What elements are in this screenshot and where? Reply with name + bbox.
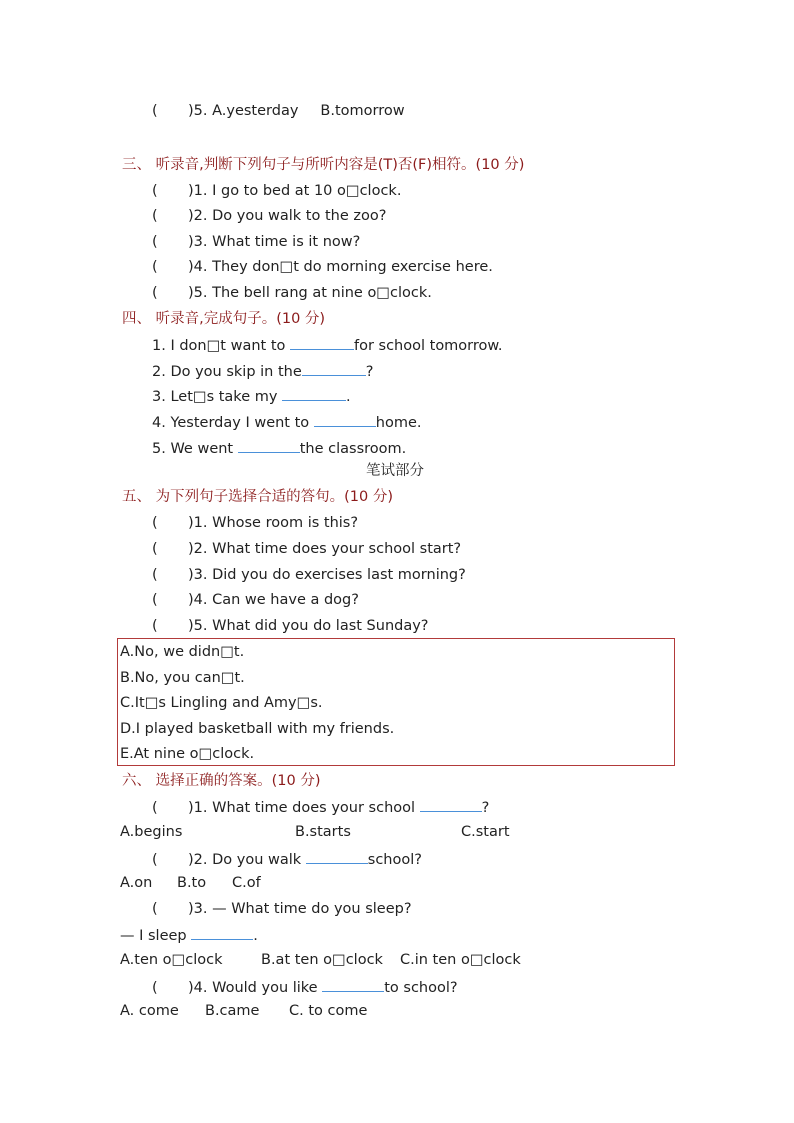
question-row xyxy=(152,566,466,584)
option-b: B.to xyxy=(177,875,207,891)
question-row xyxy=(152,233,360,251)
question-row xyxy=(152,102,405,120)
sentence-end: for school tomorrow. xyxy=(353,338,503,354)
option-a: A.on xyxy=(120,875,153,891)
answer-blank[interactable] xyxy=(306,849,368,864)
question-text: )5. A.yesterday xyxy=(188,103,299,119)
answer-blank[interactable] xyxy=(282,386,346,401)
answer-option: D.I played basketball with my friends. xyxy=(120,721,395,737)
option-c: C.start xyxy=(461,824,510,840)
question-row xyxy=(152,797,489,817)
answer-paren: ( xyxy=(152,234,158,250)
sentence-end: ? xyxy=(365,364,374,380)
question-text: )1. What time does your school xyxy=(188,800,416,816)
question-row xyxy=(152,258,493,276)
reply-start: — I sleep xyxy=(120,928,187,944)
answer-blank[interactable] xyxy=(322,977,384,992)
answer-blank[interactable] xyxy=(238,438,300,453)
question-text: )1. I go to bed at 10 o□clock. xyxy=(188,183,402,199)
answer-paren: ( xyxy=(152,285,158,301)
answer-paren: ( xyxy=(152,208,158,224)
question-row xyxy=(152,540,461,558)
question-text: )4. Can we have a dog? xyxy=(188,592,359,608)
sentence-end: . xyxy=(346,389,351,405)
question-text: )3. What time is it now? xyxy=(188,234,361,250)
answer-paren: ( xyxy=(152,901,158,917)
question-row xyxy=(152,514,358,532)
option-c: C.of xyxy=(232,875,261,891)
question-row xyxy=(152,617,429,635)
question-row xyxy=(152,977,458,997)
question-end: to school? xyxy=(384,980,458,996)
sentence-start: 3. Let□s take my xyxy=(152,389,278,405)
question-text: )3. — What time do you sleep? xyxy=(188,901,412,917)
answer-paren: ( xyxy=(152,515,158,531)
reply-row xyxy=(120,925,258,945)
question-text: )1. Whose room is this? xyxy=(188,515,359,531)
option-b: B.came xyxy=(205,1003,260,1019)
section-3-title: 三、 听录音,判断下列句子与所听内容是(T)否(F)相符。(10 分) xyxy=(122,157,525,173)
fill-in-row xyxy=(152,361,373,381)
answer-paren: ( xyxy=(152,259,158,275)
option-b: B.tomorrow xyxy=(320,103,405,119)
answer-blank[interactable] xyxy=(302,361,366,376)
option-b: B.at ten o□clock xyxy=(261,952,383,968)
answer-option: A.No, we didn□t. xyxy=(120,644,245,660)
answer-option: C.It□s Lingling and Amy□s. xyxy=(120,695,323,711)
option-c: C. to come xyxy=(289,1003,368,1019)
question-end: school? xyxy=(367,852,422,868)
answer-blank[interactable] xyxy=(290,335,354,350)
answer-option: E.At nine o□clock. xyxy=(120,746,255,762)
answer-paren: ( xyxy=(152,800,158,816)
sentence-end: home. xyxy=(375,415,422,431)
answer-paren: ( xyxy=(152,980,158,996)
option-c: C.in ten o□clock xyxy=(400,952,521,968)
question-row xyxy=(152,182,401,200)
option-a: A.ten o□clock xyxy=(120,952,223,968)
option-a: A.begins xyxy=(120,824,183,840)
section-4-title: 四、 听录音,完成句子。(10 分) xyxy=(122,311,326,327)
section-6-title: 六、 选择正确的答案。(10 分) xyxy=(122,773,321,789)
option-a: A. come xyxy=(120,1003,179,1019)
option-b: B.starts xyxy=(295,824,351,840)
written-part-heading: 笔试部分 xyxy=(366,463,424,479)
fill-in-row xyxy=(152,386,351,406)
sentence-start: 1. I don□t want to xyxy=(152,338,286,354)
answer-paren: ( xyxy=(152,618,158,634)
answer-blank[interactable] xyxy=(191,925,253,940)
fill-in-row xyxy=(152,335,503,355)
question-text: )4. They don□t do morning exercise here. xyxy=(188,259,493,275)
question-text: )2. What time does your school start? xyxy=(188,541,462,557)
answer-paren: ( xyxy=(152,541,158,557)
sentence-start: 2. Do you skip in the xyxy=(152,364,302,380)
answer-option: B.No, you can□t. xyxy=(120,670,245,686)
answer-paren: ( xyxy=(152,852,158,868)
question-text: )2. Do you walk xyxy=(188,852,302,868)
question-text: )5. The bell rang at nine o□clock. xyxy=(188,285,432,301)
answer-blank[interactable] xyxy=(314,412,376,427)
sentence-end: the classroom. xyxy=(299,441,407,457)
sentence-start: 4. Yesterday I went to xyxy=(152,415,310,431)
answer-paren: ( xyxy=(152,592,158,608)
answer-paren: ( xyxy=(152,103,158,119)
question-text: )4. Would you like xyxy=(188,980,318,996)
answer-blank[interactable] xyxy=(420,797,482,812)
question-text: )2. Do you walk to the zoo? xyxy=(188,208,387,224)
answer-paren: ( xyxy=(152,567,158,583)
fill-in-row xyxy=(152,438,406,458)
question-row xyxy=(152,849,422,869)
reply-end: . xyxy=(253,928,258,944)
question-text: )5. What did you do last Sunday? xyxy=(188,618,429,634)
answer-paren: ( xyxy=(152,183,158,199)
question-row xyxy=(152,207,386,225)
question-row xyxy=(152,284,432,302)
fill-in-row xyxy=(152,412,421,432)
question-row xyxy=(152,900,412,918)
section-5-title: 五、 为下列句子选择合适的答句。(10 分) xyxy=(122,489,393,505)
question-row xyxy=(152,591,359,609)
sentence-start: 5. We went xyxy=(152,441,234,457)
question-text: )3. Did you do exercises last morning? xyxy=(188,567,466,583)
question-end: ? xyxy=(481,800,490,816)
